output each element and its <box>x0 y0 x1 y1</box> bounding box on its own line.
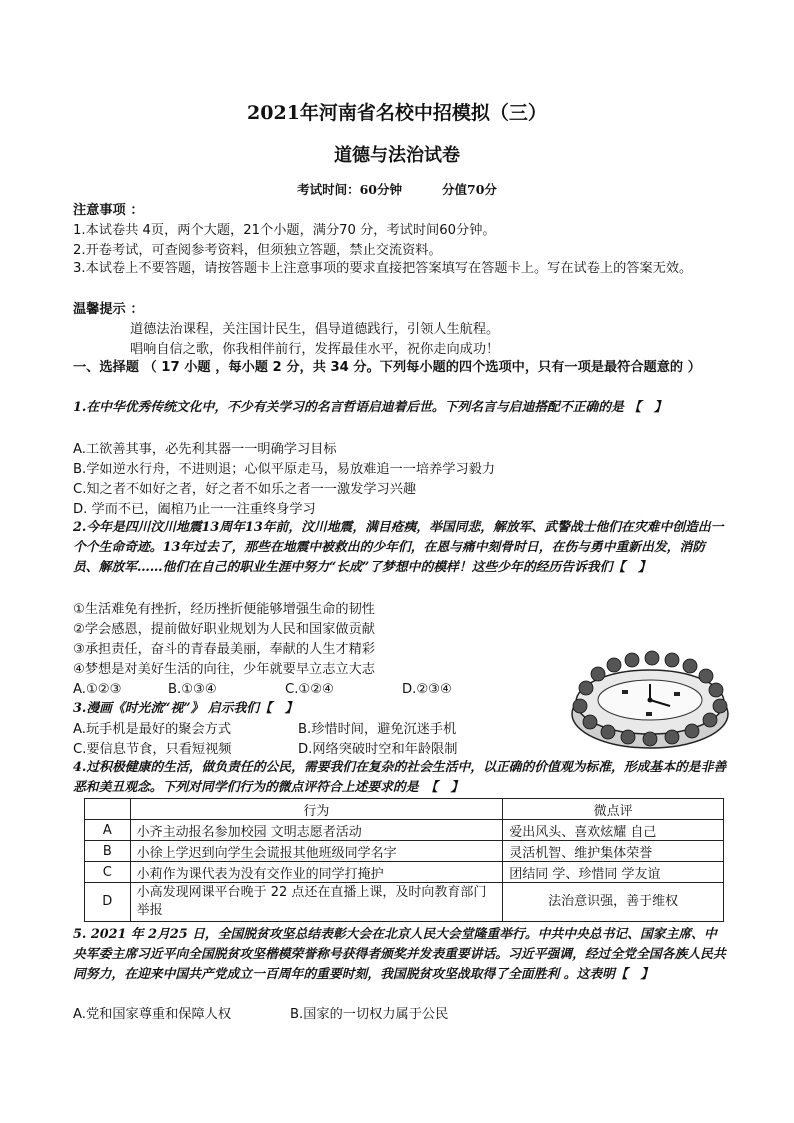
table-cell: D <box>85 883 131 922</box>
table-row <box>85 862 724 883</box>
table-header <box>85 799 131 820</box>
q1-option-c: C.知之者不如好之者，好之者不如乐之者一一激发学习兴趣 <box>73 482 417 497</box>
table-cell: 法治意识强，善于维权 <box>503 883 724 922</box>
table-cell: 小徐上学迟到向学生会谎报其他班级同学名字 <box>130 841 503 862</box>
notes-heading: 注意事项 ： <box>73 203 144 218</box>
q2-option-c: C.①②④ <box>285 682 334 697</box>
note-item: 3.本试卷上不要答题，请按答题卡上注意事项的要求直接把答案填写在答题卡上。写在试卷上的答案无效。 <box>73 261 693 276</box>
table-row <box>85 820 724 841</box>
table-cell: B <box>85 841 131 862</box>
q2-item: ④梦想是对美好生活的向往，少年就要早立志立大志 <box>73 662 375 677</box>
table-cell: 小莉作为课代表为没有交作业的同学打掩护 <box>130 862 503 883</box>
note-item: 2.开卷考试，可查阅参考资料，但须独立答题，禁止交流资料。 <box>73 243 442 258</box>
q1-option-d: D. 学而不已，阖棺乃止一一注重终身学习 <box>73 502 316 517</box>
table-cell: 小高发现网课平台晚于 22 点还在直播上课，及时向教育部门举报 <box>130 883 503 922</box>
table-cell: A <box>85 820 131 841</box>
q3-option-a: A.玩手机是最好的聚会方式 <box>73 722 232 737</box>
question-5-stem: 5. 2021 年 2月25 日，全国脱贫攻坚总结表彰大会在北京人民大会堂隆重举行。中共中央总书记、国家主席、中央军委主席习近平向全国脱贫攻坚楷模荣誉称号获得者颁奖并发表重要讲话。习近平强调，经过全党全国各族人民共同努力，在迎来中国共产党成立一百周年的重要时刻，我国脱贫攻坚战取得了全面胜利 。这表明【 】 <box>73 927 726 982</box>
q1-option-b: B.学如逆水行舟，不进则退；心似平原走马，易放难追一一培养学习毅力 <box>73 462 496 477</box>
table-cell: 爱出风头、喜欢炫耀 自己 <box>503 820 724 841</box>
q3-option-c: C.要信息节食，只看短视频 <box>73 742 232 757</box>
page-subtitle: 道德与法治试卷 <box>334 145 460 166</box>
page-title: 2021年河南省名校中招模拟（三） <box>247 102 547 124</box>
section-heading: 一、选择题 （ 17 小题 ，每小题 2 分，共 34 分。下列每小题的四个选项中，只有一项是最符合题意的 ） <box>73 360 701 375</box>
table-cell: 团结同 学、珍惜同 学友谊 <box>503 862 724 883</box>
q2-item: ③承担责任，奋斗的青春最美丽，奉献的人生才精彩 <box>73 642 375 657</box>
note-item: 1.本试卷共 4页，两个大题，21个小题，满分70 分，考试时间60分钟。 <box>73 223 496 238</box>
q3-option-b: B.珍惜时间，避免沉迷手机 <box>298 722 457 737</box>
q2-item: ①生活难免有挫折，经历挫折便能够增强生命的韧性 <box>73 602 375 617</box>
behavior-table <box>84 798 724 922</box>
question-1-stem: 1.在中华优秀传统文化中，不少有关学习的名言哲语启迪着后世。下列名言与启迪搭配不正确的是 【 】 <box>73 400 667 415</box>
table-cell: C <box>85 862 131 883</box>
q3-option-d: D.网络突破时空和年龄限制 <box>298 742 458 757</box>
table-cell: 小齐主动报名参加校园 文明志愿者活动 <box>130 820 503 841</box>
exam-meta <box>0 180 794 198</box>
table-header: 行为 <box>130 799 503 820</box>
table-row <box>85 841 724 862</box>
table-header: 微点评 <box>503 799 724 820</box>
exam-score: 分值70分 <box>442 182 497 197</box>
q2-option-a: A.①②③ <box>73 682 122 697</box>
question-3-stem: 3.漫画《时光流“视”》 启示我们【 】 <box>73 701 298 716</box>
table-cell: 灵活机智、维护集体荣誉 <box>503 841 724 862</box>
q5-option-a: A.党和国家尊重和保障人权 <box>73 1007 232 1022</box>
tips-heading: 温馨提示 ： <box>73 302 144 317</box>
tips-line: 唱响自信之歌，你我相伴前行，发挥最佳水平，祝你走向成功！ <box>130 342 500 357</box>
q2-option-b: B.①③④ <box>168 682 217 697</box>
q1-option-a: A.工欲善其事，必先利其器一一明确学习目标 <box>73 442 337 457</box>
table-row <box>85 883 724 922</box>
tips-line: 道德法治课程，关注国计民生，倡导道德践行，引领人生航程。 <box>130 322 500 337</box>
question-4-stem: 4.过积极健康的生活，做负责任的公民，需要我们在复杂的社会生活中，以正确的价值观为标准，形成基本的是非善恶和美丑观念。下列对同学们行为的微点评符合上述要求的是 【 】 <box>73 760 727 795</box>
q5-option-b: B.国家的一切权力属于公民 <box>290 1007 449 1022</box>
q2-item: ②学会感恩，提前做好职业规划为人民和国家做贡献 <box>73 622 375 637</box>
question-2-stem: 2.今年是四川汶川地震13周年13年前，汶川地震，满目疮痍，举国同悲，解放军、武警战士他们在灾难中创造出一个个生命奇迹。13年过去了，那些在地震中被救出的少年们，在恩与痛中刻骨时日，在伤与勇中重新出发，消防员、解放军……他们在自己的职业生涯中努力“长成”了梦想中的模样！这些少年的经历告诉我们【 】 <box>73 520 724 575</box>
q2-option-d: D.②③④ <box>402 682 452 697</box>
cartoon-clock-image <box>566 640 732 752</box>
exam-time: 考试时间：60分钟 <box>297 182 402 197</box>
table-header-row <box>85 799 724 820</box>
